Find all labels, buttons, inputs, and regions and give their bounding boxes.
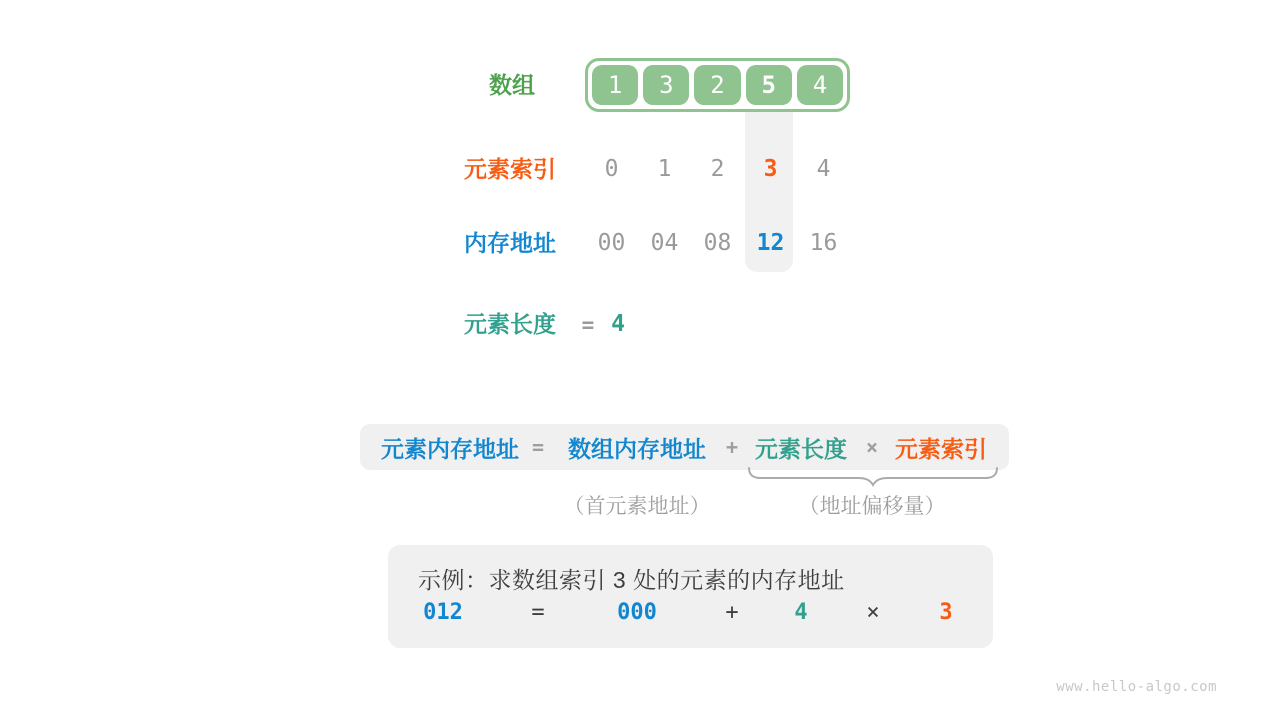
address-offset-annotation: （地址偏移量）	[798, 495, 946, 518]
length-value: 4	[611, 311, 625, 337]
array-cell-4: 4	[797, 65, 843, 105]
example-result-address: 012	[423, 600, 463, 625]
array-cell-2: 2	[694, 65, 740, 105]
watermark: www.hello-algo.com	[1056, 679, 1217, 695]
example-box	[388, 545, 993, 648]
array-cell-3-highlighted: 5	[746, 65, 792, 105]
index-value-3-highlighted: 3	[763, 156, 778, 182]
address-value-1: 04	[650, 230, 679, 256]
address-value-2: 08	[703, 230, 732, 256]
array-cell-0: 1	[592, 65, 638, 105]
formula-array-address: 数组内存地址	[568, 435, 706, 462]
memory-address-label: 内存地址	[464, 230, 556, 256]
formula-element-index: 元素索引	[895, 435, 987, 462]
example-equals-sign: =	[531, 600, 545, 625]
length-equals-sign: =	[581, 313, 595, 337]
example-title: 示例：求数组索引 3 处的元素的内存地址	[418, 567, 845, 593]
array-container	[585, 58, 850, 112]
index-value-2: 2	[710, 156, 725, 182]
underbrace	[748, 467, 998, 487]
element-length-label: 元素长度	[464, 311, 556, 337]
element-index-values	[585, 157, 850, 181]
element-index-label: 元素索引	[464, 156, 556, 182]
example-plus-sign: +	[725, 600, 739, 625]
address-value-4: 16	[809, 230, 838, 256]
formula-equals-sign: =	[531, 435, 545, 459]
example-times-sign: ×	[866, 600, 880, 625]
formula-plus-sign: +	[725, 435, 739, 459]
array-cell-1: 3	[643, 65, 689, 105]
memory-address-values	[585, 231, 850, 255]
example-element-index: 3	[939, 600, 953, 625]
first-element-address-annotation: （首元素地址）	[563, 495, 711, 518]
formula-times-sign: ×	[865, 435, 879, 459]
example-element-length: 4	[794, 600, 808, 625]
array-label: 数组	[489, 72, 535, 98]
index-value-4: 4	[816, 156, 831, 182]
address-value-0: 00	[597, 230, 626, 256]
index-value-0: 0	[604, 156, 619, 182]
example-base-address: 000	[617, 600, 657, 625]
formula-pill	[360, 424, 1009, 470]
index-value-1: 1	[657, 156, 672, 182]
formula-element-address: 元素内存地址	[381, 435, 519, 462]
address-value-3-highlighted: 12	[756, 230, 785, 256]
formula-element-length: 元素长度	[755, 435, 847, 462]
